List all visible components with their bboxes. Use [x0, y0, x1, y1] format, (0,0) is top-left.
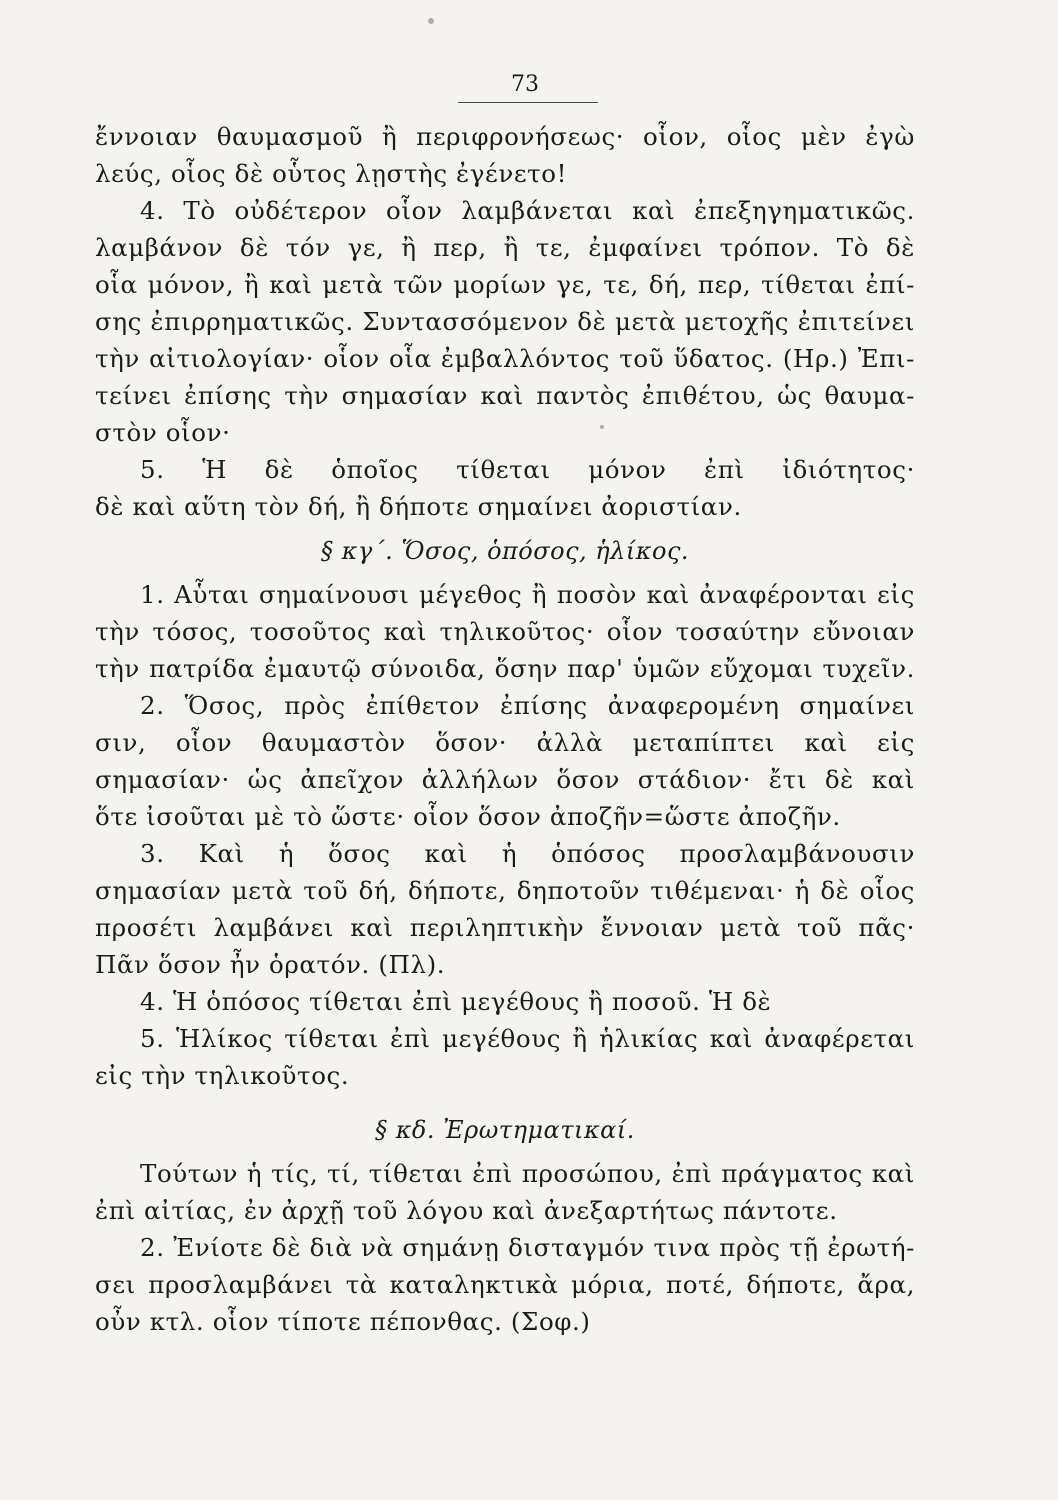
text-line: 5. Ἡλίκος τίθεται ἐπὶ μεγέθους ἢ ἡλικίας καὶ ἀναφέρεται: [140, 1024, 915, 1053]
text-line: εἰς τὴν τηλικοῦτος.: [95, 1061, 350, 1090]
text-line: προσέτι λαμβάνει καὶ περιληπτικὴν ἔννοιαν μετὰ τοῦ πᾶς·: [95, 913, 915, 942]
text-line: τὴν πατρίδα ἐμαυτῷ σύνοιδα, ὅσην παρ' ὑμῶν εὔχομαι τυχεῖν.: [95, 654, 915, 683]
text-line: σει προσλαμβάνει τὰ καταληκτικὰ μόρια, ποτέ, δήποτε, ἄρα,: [95, 1270, 915, 1299]
text-line: τὴν αἰτιολογίαν· οἷον οἷα ἐμβαλλόντος τοῦ ὕδατος. (Ηρ.) Ἐπι-: [95, 344, 915, 373]
text-line: Τούτων ἡ τίς, τί, τίθεται ἐπὶ προσώπου, ἐπὶ πράγματος καὶ: [140, 1159, 915, 1188]
ink-smudge: [428, 18, 434, 24]
text-line: σιν, οἷον θαυμαστὸν ὅσον· ἀλλὰ μεταπίπτει καὶ εἰς: [95, 728, 915, 757]
spacer: [95, 1094, 915, 1104]
section-heading: § κδ. Ἐρωτηματικαί.: [375, 1116, 635, 1144]
text-line: 1. Αὗται σημαίνουσι μέγεθος ἢ ποσὸν καὶ ἀναφέρονται εἰς: [140, 580, 915, 609]
text-line: 2. Ὅσος, πρὸς ἐπίθετον ἐπίσης ἀναφερομένη σημαίνει: [140, 691, 915, 720]
text-line: 4. Ἡ ὁπόσος τίθεται ἐπὶ μεγέθους ἢ ποσοῦ. Ἡ δὲ: [140, 987, 772, 1016]
section-heading: § κγ΄. Ὅσος, ὁπόσος, ἡλίκος.: [320, 537, 690, 565]
text-line: Πᾶν ὅσον ἦν ὁρατόν. (Πλ).: [95, 950, 446, 979]
page-number-rule: [458, 102, 598, 103]
text-line: στὸν οἷον·: [95, 418, 231, 447]
text-line: δὲ καὶ αὕτη τὸν δή, ἢ δήποτε σημαίνει ἀοριστίαν.: [95, 492, 742, 521]
text-line: ἔννοιαν θαυμασμοῦ ἢ περιφρονήσεως· οἷον, οἷος μὲν ἐγὼ: [95, 122, 915, 151]
text-line: 2. Ἐνίοτε δὲ διὰ νὰ σημάνῃ δισταγμόν τινα πρὸς τῇ ἐρωτή-: [140, 1233, 915, 1262]
text-line: λαμβάνον δὲ τόν γε, ἢ περ, ἢ τε, ἐμφαίνει τρόπον. Τὸ δὲ: [95, 233, 915, 262]
text-line: τὴν τόσος, τοσοῦτος καὶ τηλικοῦτος· οἷον τοσαύτην εὔνοιαν: [95, 617, 915, 646]
text-line: ὅτε ἰσοῦται μὲ τὸ ὥστε· οἷον ὅσον ἀποζῆν=ὥστε ἀποζῆν.: [95, 802, 841, 831]
text-line: οὖν κτλ. οἷον τίποτε πέπονθας. (Σοφ.): [95, 1307, 591, 1336]
text-line: 3. Καὶ ἡ ὅσος καὶ ἡ ὁπόσος προσλαμβάνουσιν: [140, 839, 915, 868]
text-line: σημασίαν μετὰ τοῦ δή, δήποτε, δηποτοῦν τιθέμεναι· ἡ δὲ οἷος: [95, 876, 915, 905]
text-line: σης ἐπιρρηματικῶς. Συντασσόμενον δὲ μετὰ μετοχῆς ἐπιτείνει: [95, 307, 915, 336]
text-line: ἐπὶ αἰτίας, ἐν ἀρχῇ τοῦ λόγου καὶ ἀνεξαρτήτως πάντοτε.: [95, 1196, 838, 1225]
text-line: οἷα μόνον, ἢ καὶ μετὰ τῶν μορίων γε, τε, δή, περ, τίθεται ἐπί-: [95, 270, 915, 299]
text-line: τείνει ἐπίσης τὴν σημασίαν καὶ παντὸς ἐπιθέτου, ὡς θαυμα-: [95, 381, 915, 410]
text-line: 5. Ἡ δὲ ὁποῖος τίθεται μόνον ἐπὶ ἰδιότητος·: [140, 455, 915, 484]
page-number: 73: [511, 72, 539, 97]
text-line: 4. Τὸ οὐδέτερον οἷον λαμβάνεται καὶ ἐπεξηγηματικῶς.: [140, 196, 915, 225]
text-line: λεύς, οἷος δὲ οὗτος λῃστὴς ἐγένετο!: [95, 159, 568, 188]
text-line: σημασίαν· ὡς ἀπεῖχον ἀλλήλων ὅσον στάδιον· ἔτι δὲ καὶ: [95, 765, 915, 794]
page-body: [95, 118, 915, 1340]
